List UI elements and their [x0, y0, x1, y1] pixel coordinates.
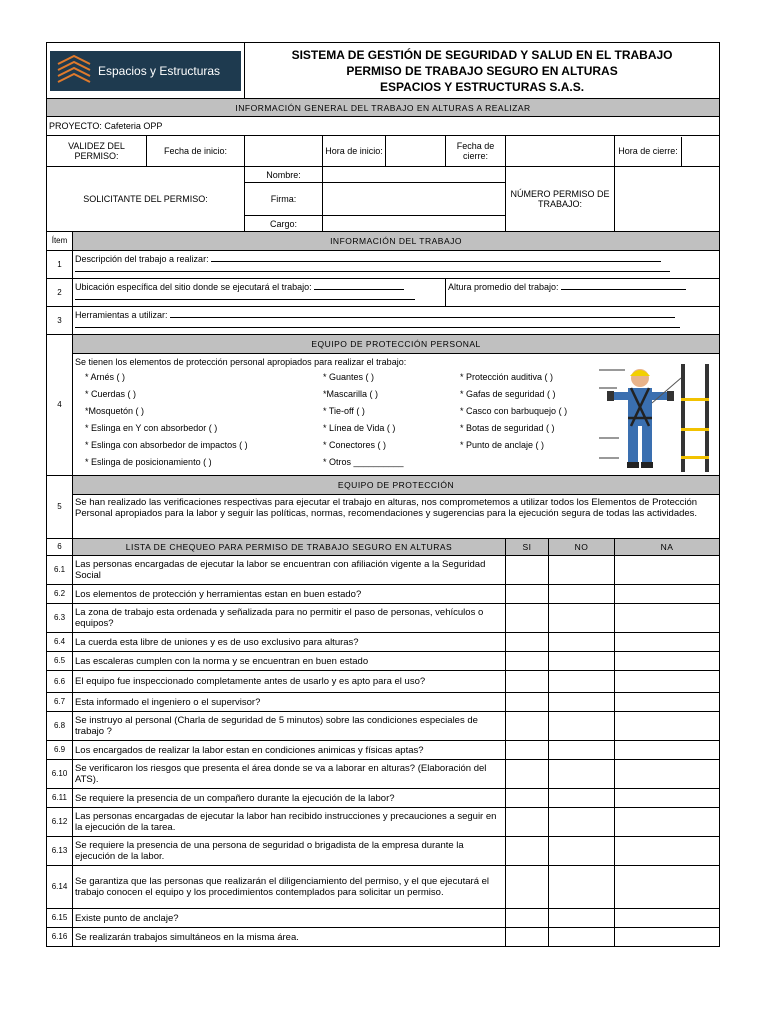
- no-cell[interactable]: [549, 837, 615, 866]
- ppe-item[interactable]: *Mascarilla ( ): [323, 389, 379, 399]
- yes-cell[interactable]: [506, 585, 549, 604]
- table-row: [47, 928, 720, 947]
- row-number: 6.6: [47, 671, 73, 693]
- project-label: PROYECTO:: [49, 121, 102, 131]
- permit-number-field[interactable]: [615, 167, 720, 232]
- row-question: Se verificaron los riesgos que presenta el área donde se va a laborar en alturas? (Elaboración del ATS).: [73, 760, 506, 789]
- project-row: [47, 117, 720, 136]
- ppe-item[interactable]: * Eslinga en Y con absorbedor ( ): [85, 423, 218, 433]
- table-row: [47, 789, 720, 808]
- no-cell[interactable]: [549, 556, 615, 585]
- no-cell[interactable]: [549, 909, 615, 928]
- table-row: [47, 712, 720, 741]
- table-row: [47, 760, 720, 789]
- ppe-item[interactable]: * Gafas de seguridad ( ): [460, 389, 556, 399]
- table-row: [47, 671, 720, 693]
- row-number: 6.3: [47, 604, 73, 633]
- row-question: Las personas encargadas de ejecutar la labor se encuentran con afiliación vigente a la Seguridad Social: [73, 556, 506, 585]
- row-question: Se instruyo al personal (Charla de seguridad de 5 minutos) sobre las condiciones especiales de trabajo ?: [73, 712, 506, 741]
- no-cell[interactable]: [549, 585, 615, 604]
- no-cell[interactable]: [549, 789, 615, 808]
- na-cell[interactable]: [615, 693, 720, 712]
- row-number: 6.13: [47, 837, 73, 866]
- table-row: [47, 909, 720, 928]
- ppe-item[interactable]: * Conectores ( ): [323, 440, 387, 450]
- checklist-header: LISTA DE CHEQUEO PARA PERMISO DE TRABAJO SEGURO EN ALTURAS: [73, 539, 506, 556]
- na-cell[interactable]: [615, 741, 720, 760]
- na-cell[interactable]: [615, 633, 720, 652]
- yes-cell[interactable]: [506, 837, 549, 866]
- table-row: [47, 693, 720, 712]
- row-question: La zona de trabajo esta ordenada y señalizada para no permitir el paso de personas, vehículos o equipos?: [73, 604, 506, 633]
- ppe-item[interactable]: * Otros __________: [323, 457, 404, 467]
- table-row: [47, 652, 720, 671]
- item-number: 2: [47, 279, 73, 307]
- title-line-1: SISTEMA DE GESTIÓN DE SEGURIDAD Y SALUD EN EL TRABAJO: [291, 47, 673, 62]
- na-cell[interactable]: [615, 652, 720, 671]
- na-cell[interactable]: [615, 760, 720, 789]
- no-cell[interactable]: [549, 760, 615, 789]
- row-question: Existe punto de anclaje?: [73, 909, 506, 928]
- start-time-field[interactable]: [386, 136, 446, 167]
- signature-label: Firma:: [245, 183, 323, 216]
- close-date-field[interactable]: [506, 136, 615, 167]
- ppe-item[interactable]: * Línea de Vida ( ): [323, 423, 396, 433]
- no-cell[interactable]: [549, 712, 615, 741]
- na-cell[interactable]: [615, 928, 720, 947]
- row-number: 6.1: [47, 556, 73, 585]
- no-cell[interactable]: [549, 652, 615, 671]
- na-cell[interactable]: [615, 866, 720, 909]
- work-info-header: INFORMACIÓN DEL TRABAJO: [73, 232, 720, 251]
- no-cell[interactable]: [549, 604, 615, 633]
- ppe-item[interactable]: * Botas de seguridad ( ): [460, 423, 555, 433]
- general-info-header: INFORMACIÓN GENERAL DEL TRABAJO EN ALTURAS A REALIZAR: [47, 99, 720, 117]
- start-date-field[interactable]: [245, 136, 323, 167]
- name-field[interactable]: [323, 167, 506, 183]
- ppe-item[interactable]: * Cuerdas ( ): [85, 389, 137, 399]
- position-field[interactable]: [323, 216, 506, 232]
- na-cell[interactable]: [615, 604, 720, 633]
- yes-cell[interactable]: [506, 556, 549, 585]
- na-cell[interactable]: [615, 789, 720, 808]
- name-label: Nombre:: [245, 167, 323, 183]
- no-cell[interactable]: [549, 633, 615, 652]
- ppe-item[interactable]: * Tie-off ( ): [323, 406, 365, 416]
- row-number: 6.5: [47, 652, 73, 671]
- row-question: Se requiere la presencia de un compañero durante la ejecución de la labor?: [73, 789, 506, 808]
- table-row: [47, 741, 720, 760]
- row-question: Las personas encargadas de ejecutar la labor han recibido instrucciones y precauciones a seguir en la ejecución de la tarea.: [73, 808, 506, 837]
- row-question: Se realizarán trabajos simultáneos en la misma área.: [73, 928, 506, 947]
- row-question: Esta informado el ingeniero o el supervisor?: [73, 693, 506, 712]
- close-time-field[interactable]: [682, 137, 719, 166]
- yes-cell[interactable]: [506, 928, 549, 947]
- no-cell[interactable]: [549, 808, 615, 837]
- table-row: [47, 866, 720, 909]
- na-cell[interactable]: [615, 671, 720, 693]
- table-row: [47, 604, 720, 633]
- row-number: 6.16: [47, 928, 73, 947]
- na-cell[interactable]: [615, 712, 720, 741]
- ppe-item[interactable]: * Protección auditiva ( ): [460, 372, 554, 382]
- ppe-item[interactable]: *Mosquetón ( ): [85, 406, 145, 416]
- logo-icon: [56, 54, 92, 88]
- signature-field[interactable]: [323, 183, 506, 216]
- ppe-item[interactable]: * Eslinga de posicionamiento ( ): [85, 457, 212, 467]
- no-cell[interactable]: [549, 671, 615, 693]
- row-number: 6.8: [47, 712, 73, 741]
- row-number: 6.11: [47, 789, 73, 808]
- ppe-item[interactable]: * Casco con barbuquejo ( ): [460, 406, 568, 416]
- row-question: Se requiere la presencia de una persona de seguridad o brigadista de la empresa durante la ejecución de la labor.: [73, 837, 506, 866]
- ppe-item: [460, 457, 600, 467]
- no-cell[interactable]: [549, 928, 615, 947]
- na-cell[interactable]: [615, 837, 720, 866]
- ppe-intro: Se tienen los elementos de protección personal apropiados para realizar el trabajo:: [75, 357, 407, 367]
- no-cell[interactable]: [549, 741, 615, 760]
- ppe-item[interactable]: * Guantes ( ): [323, 372, 375, 382]
- project-value[interactable]: Cafeteria OPP: [104, 121, 163, 131]
- table-row: [47, 633, 720, 652]
- yes-cell[interactable]: [506, 760, 549, 789]
- yes-cell[interactable]: [506, 909, 549, 928]
- ppe-item[interactable]: * Eslinga con absorbedor de impactos ( ): [85, 440, 248, 450]
- row-number: 6.14: [47, 866, 73, 909]
- title-line-2: PERMISO DE TRABAJO SEGURO EN ALTURAS: [346, 63, 618, 78]
- row-question: La cuerda esta libre de uniones y es de uso exclusivo para alturas?: [73, 633, 506, 652]
- yes-cell[interactable]: [506, 652, 549, 671]
- row-question: Los elementos de protección y herramientas estan en buen estado?: [73, 585, 506, 604]
- document-title: [245, 43, 720, 99]
- ppe-section: [73, 354, 720, 476]
- description-row[interactable]: [73, 251, 720, 279]
- tools-label: Herramientas a utilizar:: [75, 310, 168, 320]
- row-question: Se garantiza que las personas que realizarán el diligenciamiento del permiso, y el que ejecutará el trabajo conocen el equipo y los procedimientos contemplados para solicitar un permiso.: [73, 866, 506, 909]
- tools-row[interactable]: [73, 307, 720, 335]
- yes-cell[interactable]: [506, 633, 549, 652]
- worker-harness-illustration-icon: [595, 358, 713, 474]
- start-time-label: Hora de inicio:: [323, 136, 386, 167]
- ppe-item[interactable]: * Arnés ( ): [85, 372, 126, 382]
- row-question: El equipo fue inspeccionado completamente antes de usarlo y es apto para el uso?: [73, 671, 506, 693]
- na-cell[interactable]: [615, 808, 720, 837]
- yes-cell[interactable]: [506, 866, 549, 909]
- item-number: 3: [47, 307, 73, 335]
- height-row[interactable]: [446, 279, 720, 307]
- protection-header: EQUIPO DE PROTECCIÓN: [73, 476, 720, 495]
- description-label: Descripción del trabajo a realizar:: [75, 254, 209, 264]
- row-number: 6.10: [47, 760, 73, 789]
- row-number: 6.7: [47, 693, 73, 712]
- col-yes-header: SI: [506, 539, 549, 556]
- no-cell[interactable]: [549, 693, 615, 712]
- company-logo: [50, 51, 241, 91]
- yes-cell[interactable]: [506, 741, 549, 760]
- na-cell[interactable]: [615, 585, 720, 604]
- permit-number-label: NÚMERO PERMISO DE TRABAJO:: [506, 167, 615, 232]
- yes-cell[interactable]: [506, 808, 549, 837]
- yes-cell[interactable]: [506, 712, 549, 741]
- location-label: Ubicación específica del sitio donde se ejecutará el trabajo:: [75, 282, 312, 292]
- logo-text: Espacios y Estructuras: [98, 63, 221, 78]
- col-na-header: NA: [615, 539, 720, 556]
- position-label: Cargo:: [245, 216, 323, 232]
- ppe-item[interactable]: * Punto de anclaje ( ): [460, 440, 545, 450]
- na-cell[interactable]: [615, 909, 720, 928]
- row-number: 6.15: [47, 909, 73, 928]
- row-number: 6.9: [47, 741, 73, 760]
- table-row: [47, 808, 720, 837]
- no-cell[interactable]: [549, 866, 615, 909]
- height-label: Altura promedio del trabajo:: [448, 282, 559, 292]
- close-time-label: Hora de cierre:: [615, 137, 682, 166]
- yes-cell[interactable]: [506, 789, 549, 808]
- table-row: [47, 556, 720, 585]
- na-cell[interactable]: [615, 556, 720, 585]
- yes-cell[interactable]: [506, 671, 549, 693]
- logo-cell: [47, 43, 245, 99]
- item-number: 5: [47, 476, 73, 539]
- location-row[interactable]: [73, 279, 446, 307]
- close-time-cell: [615, 136, 720, 167]
- title-line-3: ESPACIOS Y ESTRUCTURAS S.A.S.: [380, 79, 585, 94]
- commitment-text: Se han realizado las verificaciones respectivas para ejecutar el trabajo en alturas, nos comprometemos a utilizar todos los Elementos de Protección Personal apropiados para la labor y seguir las políticas, normas, recomendaciones y sugerencias para la ejecución segura de todas las actividades.: [73, 495, 720, 539]
- ppe-header: EQUIPO DE PROTECCIÓN PERSONAL: [73, 335, 720, 354]
- item-header: Ítem: [47, 232, 73, 251]
- requester-label: SOLICITANTE DEL PERMISO:: [47, 167, 245, 232]
- start-date-label: Fecha de inicio:: [147, 136, 245, 167]
- permit-form: [46, 42, 719, 947]
- row-number: 6.12: [47, 808, 73, 837]
- row-question: Las escaleras cumplen con la norma y se encuentran en buen estado: [73, 652, 506, 671]
- yes-cell[interactable]: [506, 604, 549, 633]
- item-number: 4: [47, 335, 73, 476]
- col-no-header: NO: [549, 539, 615, 556]
- row-question: Los encargados de realizar la labor estan en condiciones animicas y físicas aptas?: [73, 741, 506, 760]
- row-number: 6.2: [47, 585, 73, 604]
- table-row: [47, 585, 720, 604]
- item-number: 1: [47, 251, 73, 279]
- table-row: [47, 837, 720, 866]
- close-date-label: Fecha de cierre:: [446, 136, 506, 167]
- item-number: 6: [47, 539, 73, 556]
- yes-cell[interactable]: [506, 693, 549, 712]
- validity-label: VALIDEZ DEL PERMISO:: [47, 136, 147, 167]
- row-number: 6.4: [47, 633, 73, 652]
